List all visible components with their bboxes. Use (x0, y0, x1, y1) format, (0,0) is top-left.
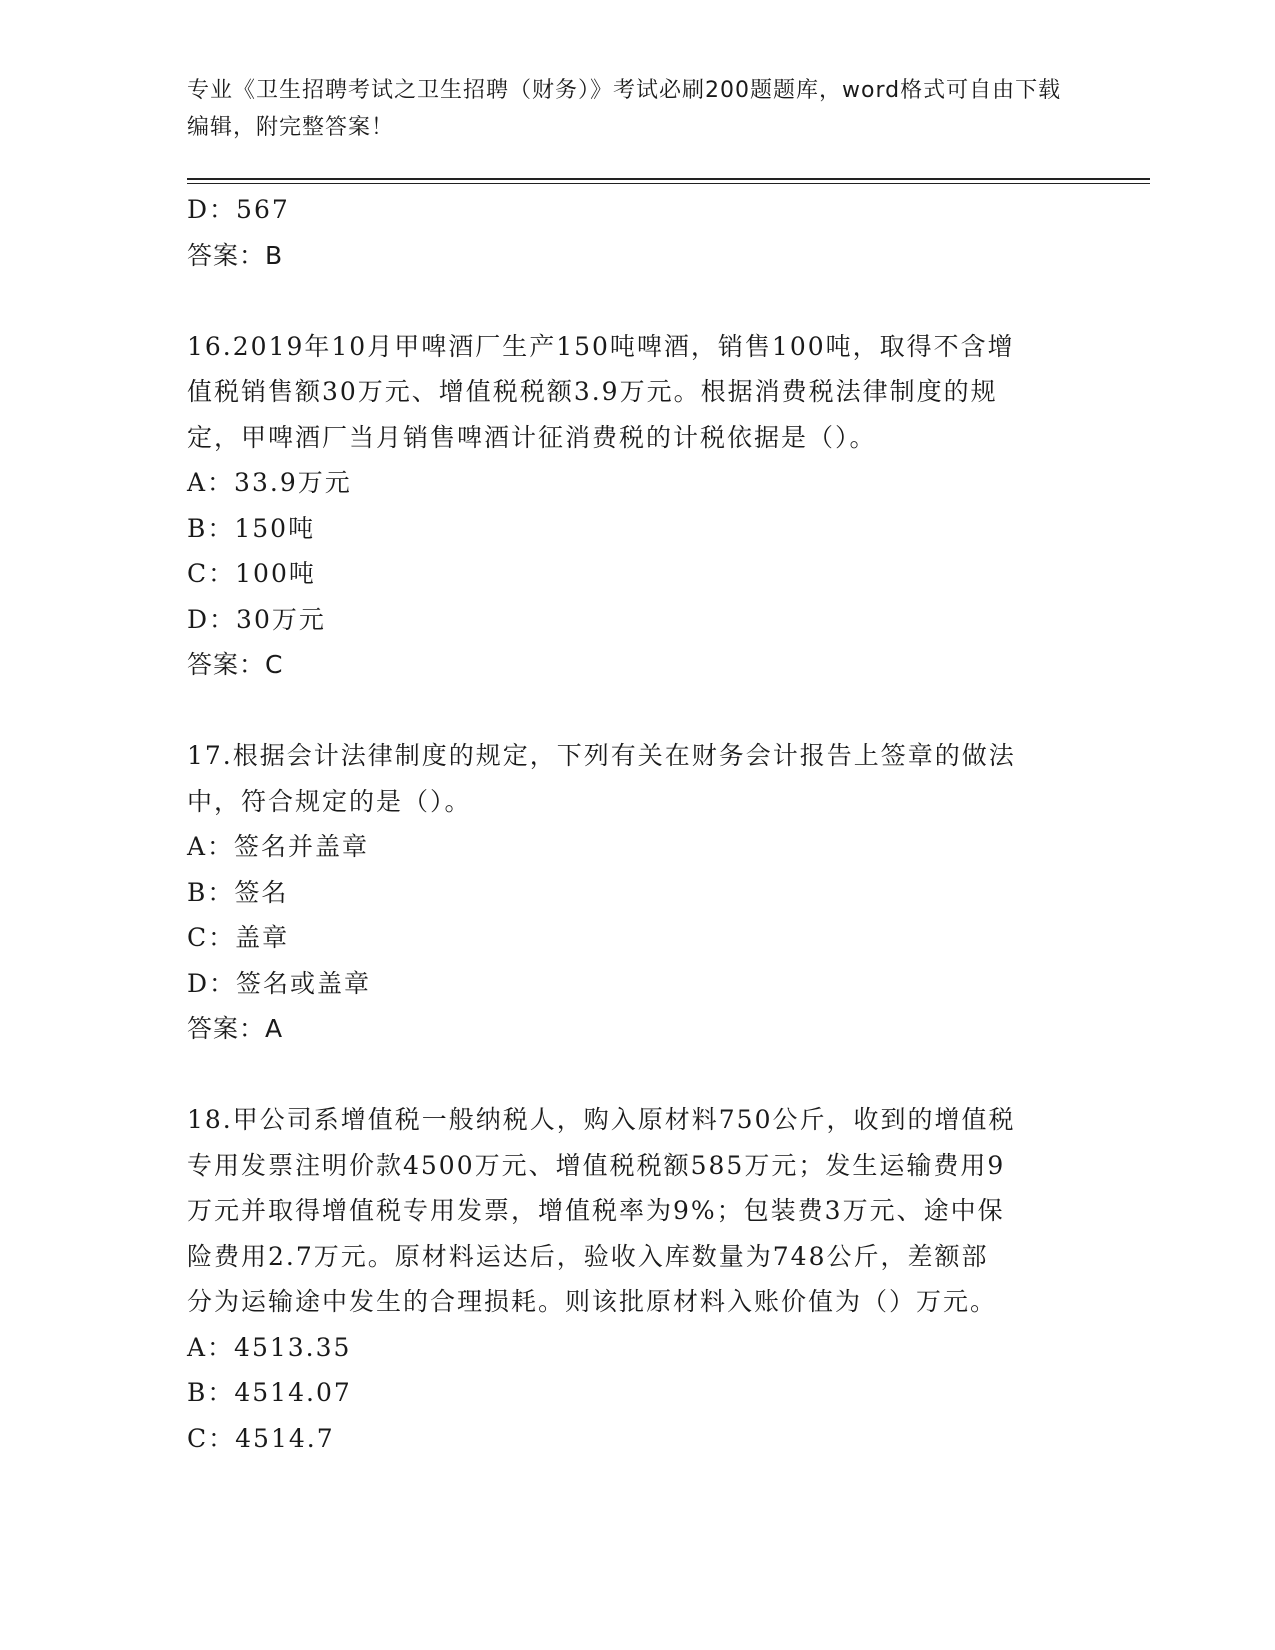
question-stem-line: 专用发票注明价款4500万元、增值税税额585万元；发生运输费用9 (187, 1150, 1006, 1180)
spacer (187, 1052, 1067, 1098)
question-17 (187, 733, 1067, 1052)
question-stem-line: 值税销售额30万元、增值税税额3.9万元。根据消费税法律制度的规 (187, 377, 998, 406)
spacer (187, 278, 1067, 324)
option-d: D：30万元 (187, 604, 326, 634)
spacer (187, 688, 1067, 734)
option-b: B：签名 (187, 877, 289, 907)
question-stem-line: 万元并取得增值税专用发票，增值税率为9%；包装费3万元、途中保 (187, 1196, 1005, 1225)
option-c: C：4514.7 (187, 1423, 335, 1453)
option-a: A：签名并盖章 (187, 832, 370, 861)
document-body (187, 187, 1067, 1461)
header-rule-thick (187, 178, 1150, 180)
question-stem-line: 18.甲公司系增值税一般纳税人，购入原材料750公斤，收到的增值税 (187, 1105, 1016, 1134)
header-rule-thin (187, 183, 1150, 184)
option-b: B：150吨 (187, 513, 316, 543)
option-b: B：4514.07 (187, 1378, 352, 1407)
option-d: D：签名或盖章 (187, 968, 372, 998)
question-18 (187, 1097, 1067, 1461)
prev-answer: 答案：B (187, 240, 284, 270)
question-stem-line: 16.2019年10月甲啤酒厂生产150吨啤酒，销售100吨，取得不含增 (187, 331, 1015, 361)
answer: 答案：C (187, 650, 284, 679)
question-16 (187, 324, 1067, 688)
header-text: 专业《卫生招聘考试之卫生招聘（财务）》考试必刷200题题库，word格式可自由下载编辑，附完整答案！ (187, 78, 1062, 140)
option-c: C：盖章 (187, 923, 290, 952)
question-stem-line: 17.根据会计法律制度的规定，下列有关在财务会计报告上签章的做法 (187, 741, 1016, 770)
question-stem-line: 定，甲啤酒厂当月销售啤酒计征消费税的计税依据是（）。 (187, 422, 877, 452)
answer: 答案：A (187, 1014, 284, 1043)
option-c: C：100吨 (187, 559, 316, 588)
page-header (187, 72, 1067, 146)
question-stem-line: 险费用2.7万元。原材料运达后，验收入库数量为748公斤，差额部 (187, 1241, 989, 1271)
question-stem-line: 中，符合规定的是（）。 (187, 786, 472, 816)
prev-option-d: D：567 (187, 195, 290, 224)
option-a: A：33.9万元 (187, 468, 352, 497)
question-stem-line: 分为运输途中发生的合理损耗。则该批原材料入账价值为（）万元。 (187, 1287, 998, 1316)
option-a: A：4513.35 (187, 1332, 352, 1362)
